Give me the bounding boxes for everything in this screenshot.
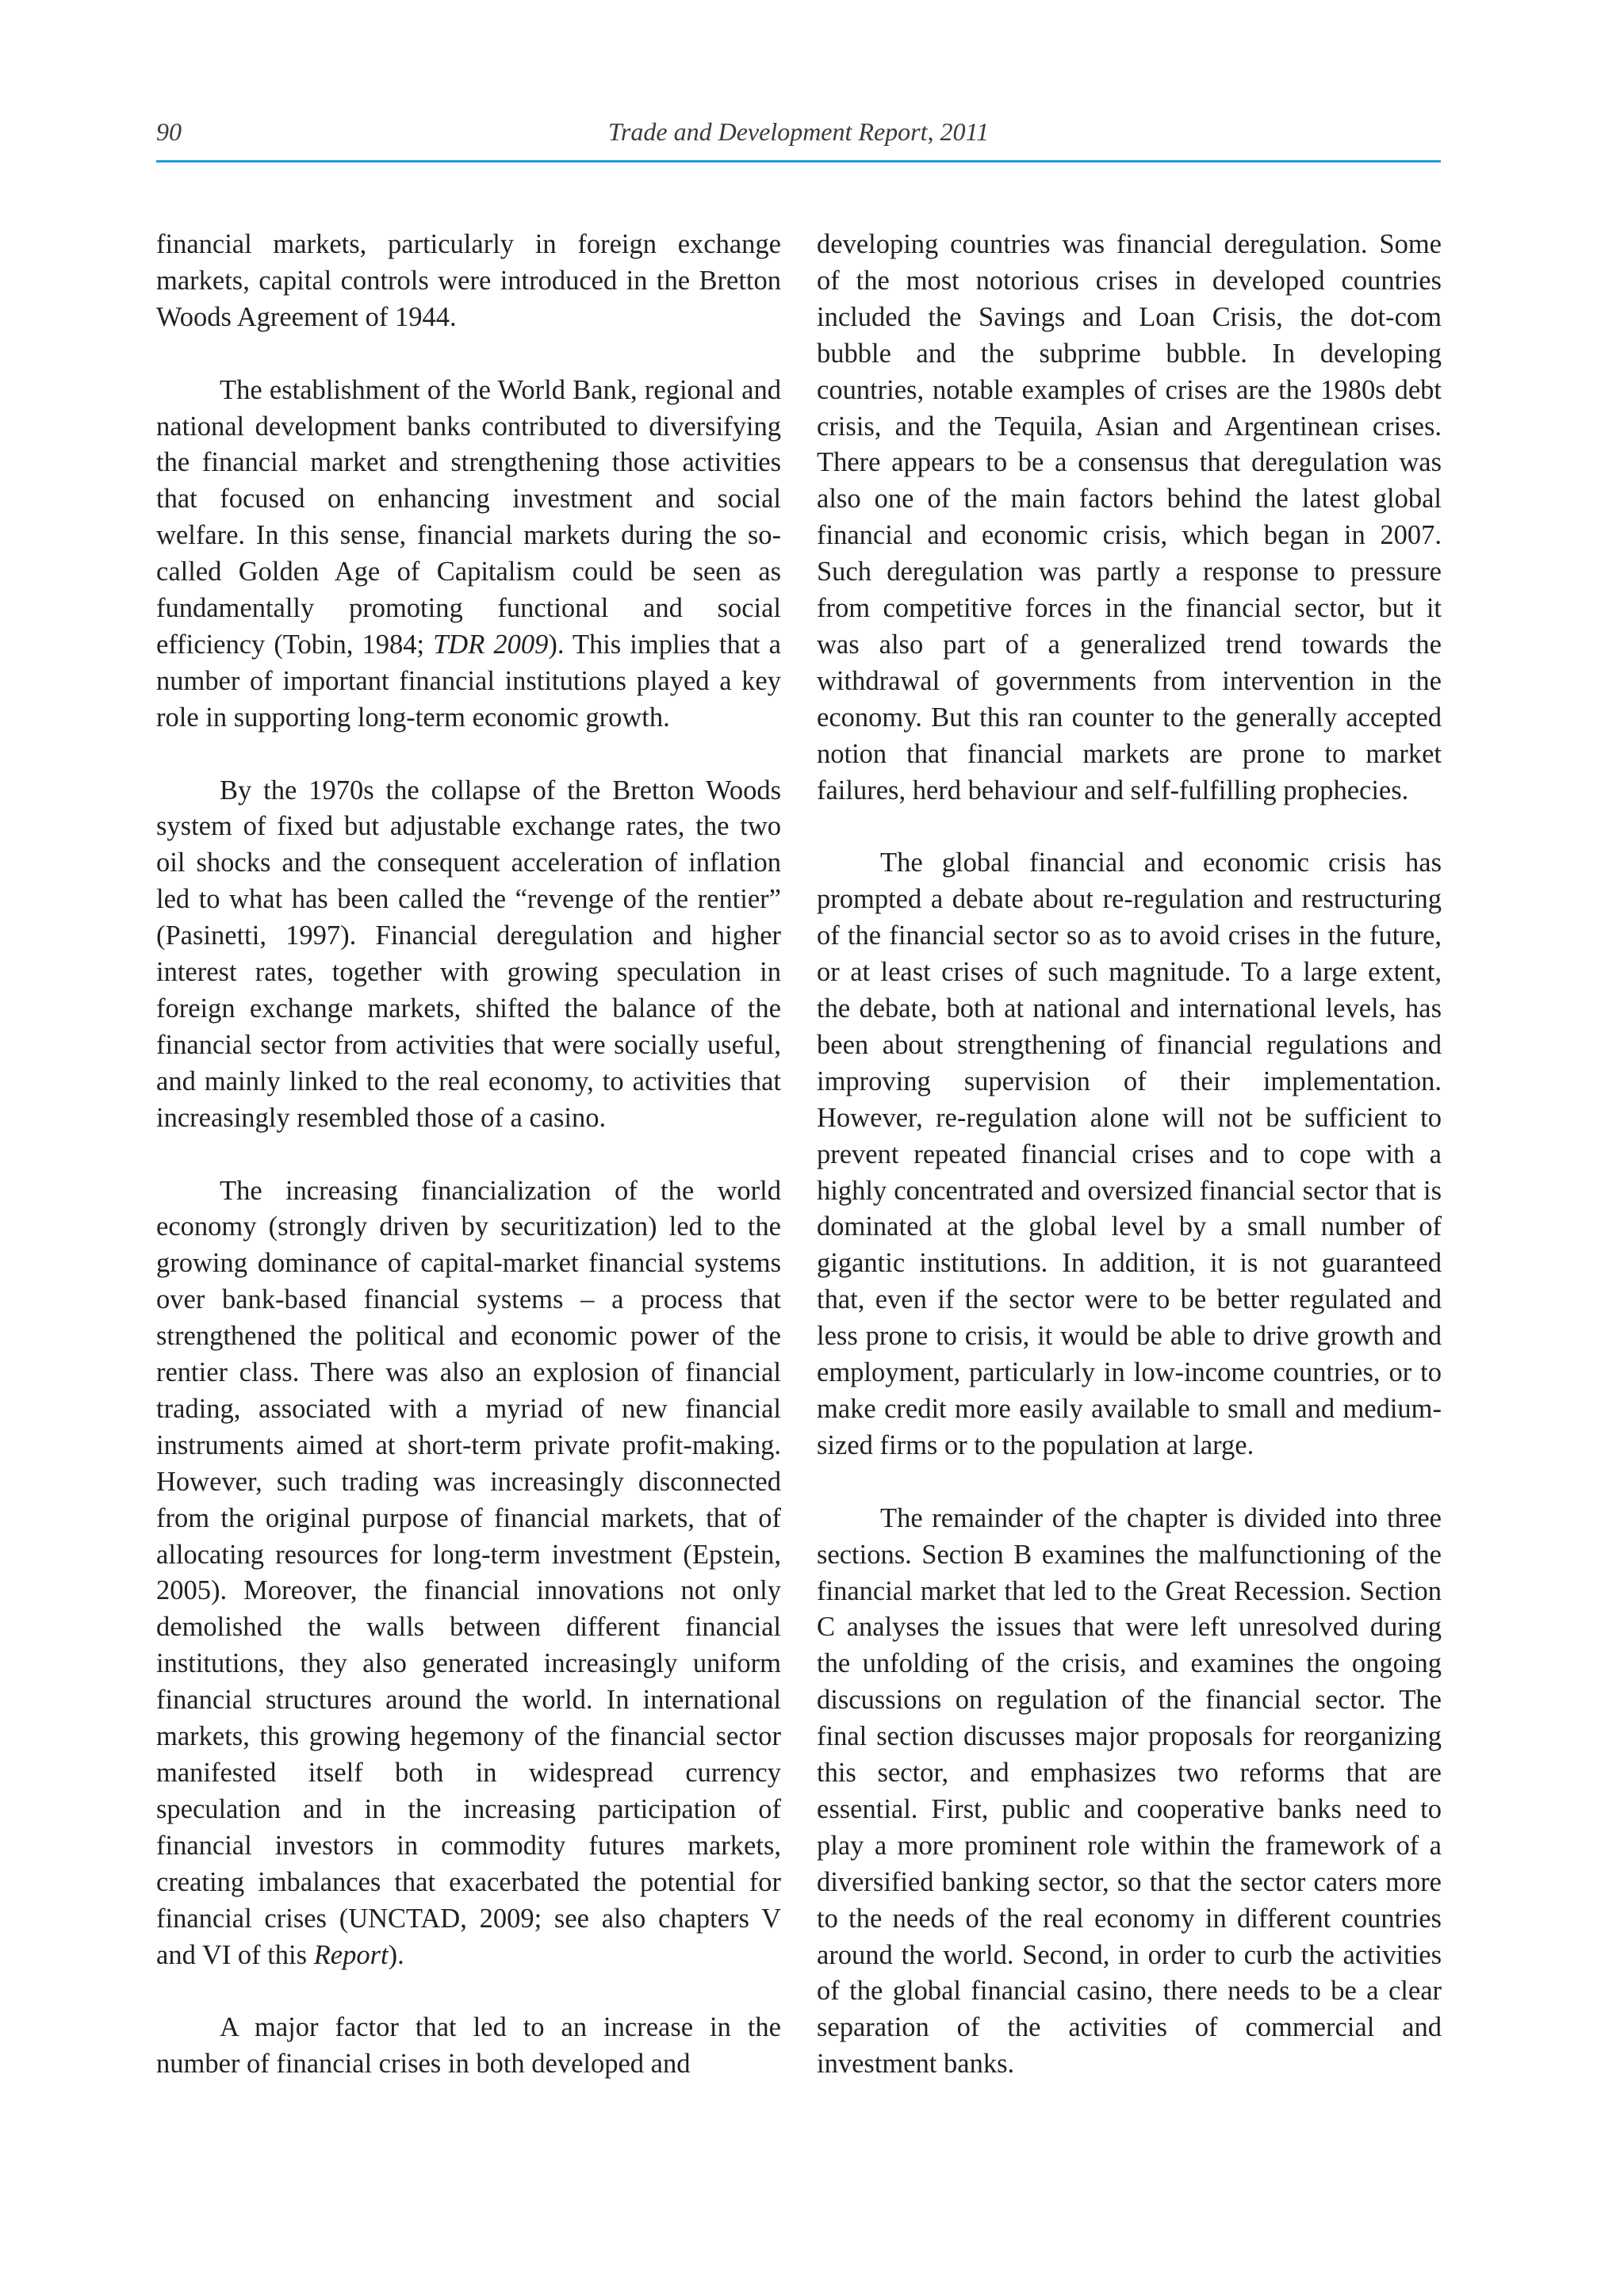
paragraph-world-bank: The establishment of the World Bank, regional and national development banks contributed to diversifying the financial market and strengthening those activities that focused on enhancing investment and social welfare. In this sense, financial markets during the so-called Golden Age of Capitalism could be seen as fundamentally promoting functional and social efficiency (Tobin, 1984; TDR 2009). This implies that a number of important financial institutions played a key role in supporting long-term economic growth.: [156, 374, 781, 733]
right-column: [817, 227, 1442, 2083]
paragraph-chapter-outline: The remainder of the chapter is divided into three sections. Section B examines the malfunctioning of the financial market that led to the Great Recession. Section C analyses the issues that were left unresolved during the unfolding of the crisis, and examines the ongoing discussions on regulation of the financial sector. The final section discusses major proposals for reorganizing this sector, and emphasizes two reforms that are essential. First, public and cooperative banks need to play a more prominent role within the framework of a diversified banking sector, so that the sector caters more to the needs of the real economy in different countries around the world. Second, in order to curb the activities of the global financial casino, there needs to be a clear separation of the activities of commercial and investment banks.: [817, 1502, 1442, 2080]
report-italic: Report: [313, 1939, 389, 1970]
running-title: Trade and Development Report, 2011: [607, 117, 990, 146]
citation-italic: TDR 2009: [433, 629, 549, 660]
paragraph-re-regulation-debate: The global financial and economic crisis has prompted a debate about re-regulation and restructuring of the financial sector so as to avoid crises in the future, or at least crises of such magnitude. To a large extent, the debate, both at national and international levels, has been about strengthening of financial regulations and improving supervision of their implementation. However, re-regulation alone will not be sufficient to prevent repeated financial crises and to cope with a highly concentrated and oversized financial sector that is dominated at the global level by a small number of gigantic institutions. In addition, it is not guaranteed that, even if the sector were to be better regulated and less prone to crisis, it would be able to drive growth and employment, particularly in low-income countries, or to make credit more easily available to small and medium-sized firms or to the population at large.: [817, 848, 1442, 1460]
paragraph-deregulation: developing countries was financial deregulation. Some of the most notorious crises in developed countries included the Savings and Loan Crisis, the dot-com bubble and the subprime bubble. In developing countries, notable examples of crises are the 1980s debt crisis, and the Tequila, Asian and Argentinean crises. There appears to be a consensus that deregulation was also one of the main factors behind the latest global financial and economic crisis, which began in 2007. Such deregulation was partly a response to pressure from competitive forces in the financial sector, but it was also part of a generalized trend towards the withdrawal of governments from intervention in the economy. But this ran counter to the generally accepted notion that financial markets are prone to market failures, herd behaviour and self-fulfilling prophecies.: [817, 229, 1442, 806]
paragraph-major-factor: A major factor that led to an increase in the number of financial crises in both developed and: [156, 2012, 781, 2080]
paragraph-financialization: The increasing financialization of the world economy (strongly driven by securitization) led to the growing dominance of capital-market financial systems over bank-based financial systems – a process that strengthened the political and economic power of the rentier class. There was also an explosion of financial trading, associated with a myriad of new financial instruments aimed at short-term private profit-making. However, such trading was increasingly disconnected from the original purpose of financial markets, that of allocating resources for long-term investment (Epstein, 2005). Moreover, the financial innovations not only demolished the walls between different financial institutions, they also generated increasingly uniform financial structures around the world. In international markets, this growing hegemony of the financial sector manifested itself both in widespread currency speculation and in the increasing participation of financial investors in commodity futures markets, creating imbalances that exacerbated the potential for financial crises (UNCTAD, 2009; see also chapters V and VI of this Report).: [156, 1175, 781, 1970]
paragraph-continued: financial markets, particularly in foreign exchange markets, capital controls were introduced in the Bretton Woods Agreement of 1944.: [156, 229, 781, 332]
paragraph-bretton-woods-collapse: By the 1970s the collapse of the Bretton Woods system of fixed but adjustable exchange rates, the two oil shocks and the consequent acceleration of inflation led to what has been called the “revenge of the rentier” (Pasinetti, 1997). Financial deregulation and higher interest rates, together with growing speculation in foreign exchange markets, shifted the balance of the financial sector from activities that were socially useful, and mainly linked to the real economy, to activities that increasingly resembled those of a casino.: [156, 775, 781, 1133]
page-header: [156, 114, 1441, 162]
left-column: [156, 227, 781, 2083]
page-number: 90: [156, 117, 182, 146]
header-rule: [156, 160, 1441, 163]
